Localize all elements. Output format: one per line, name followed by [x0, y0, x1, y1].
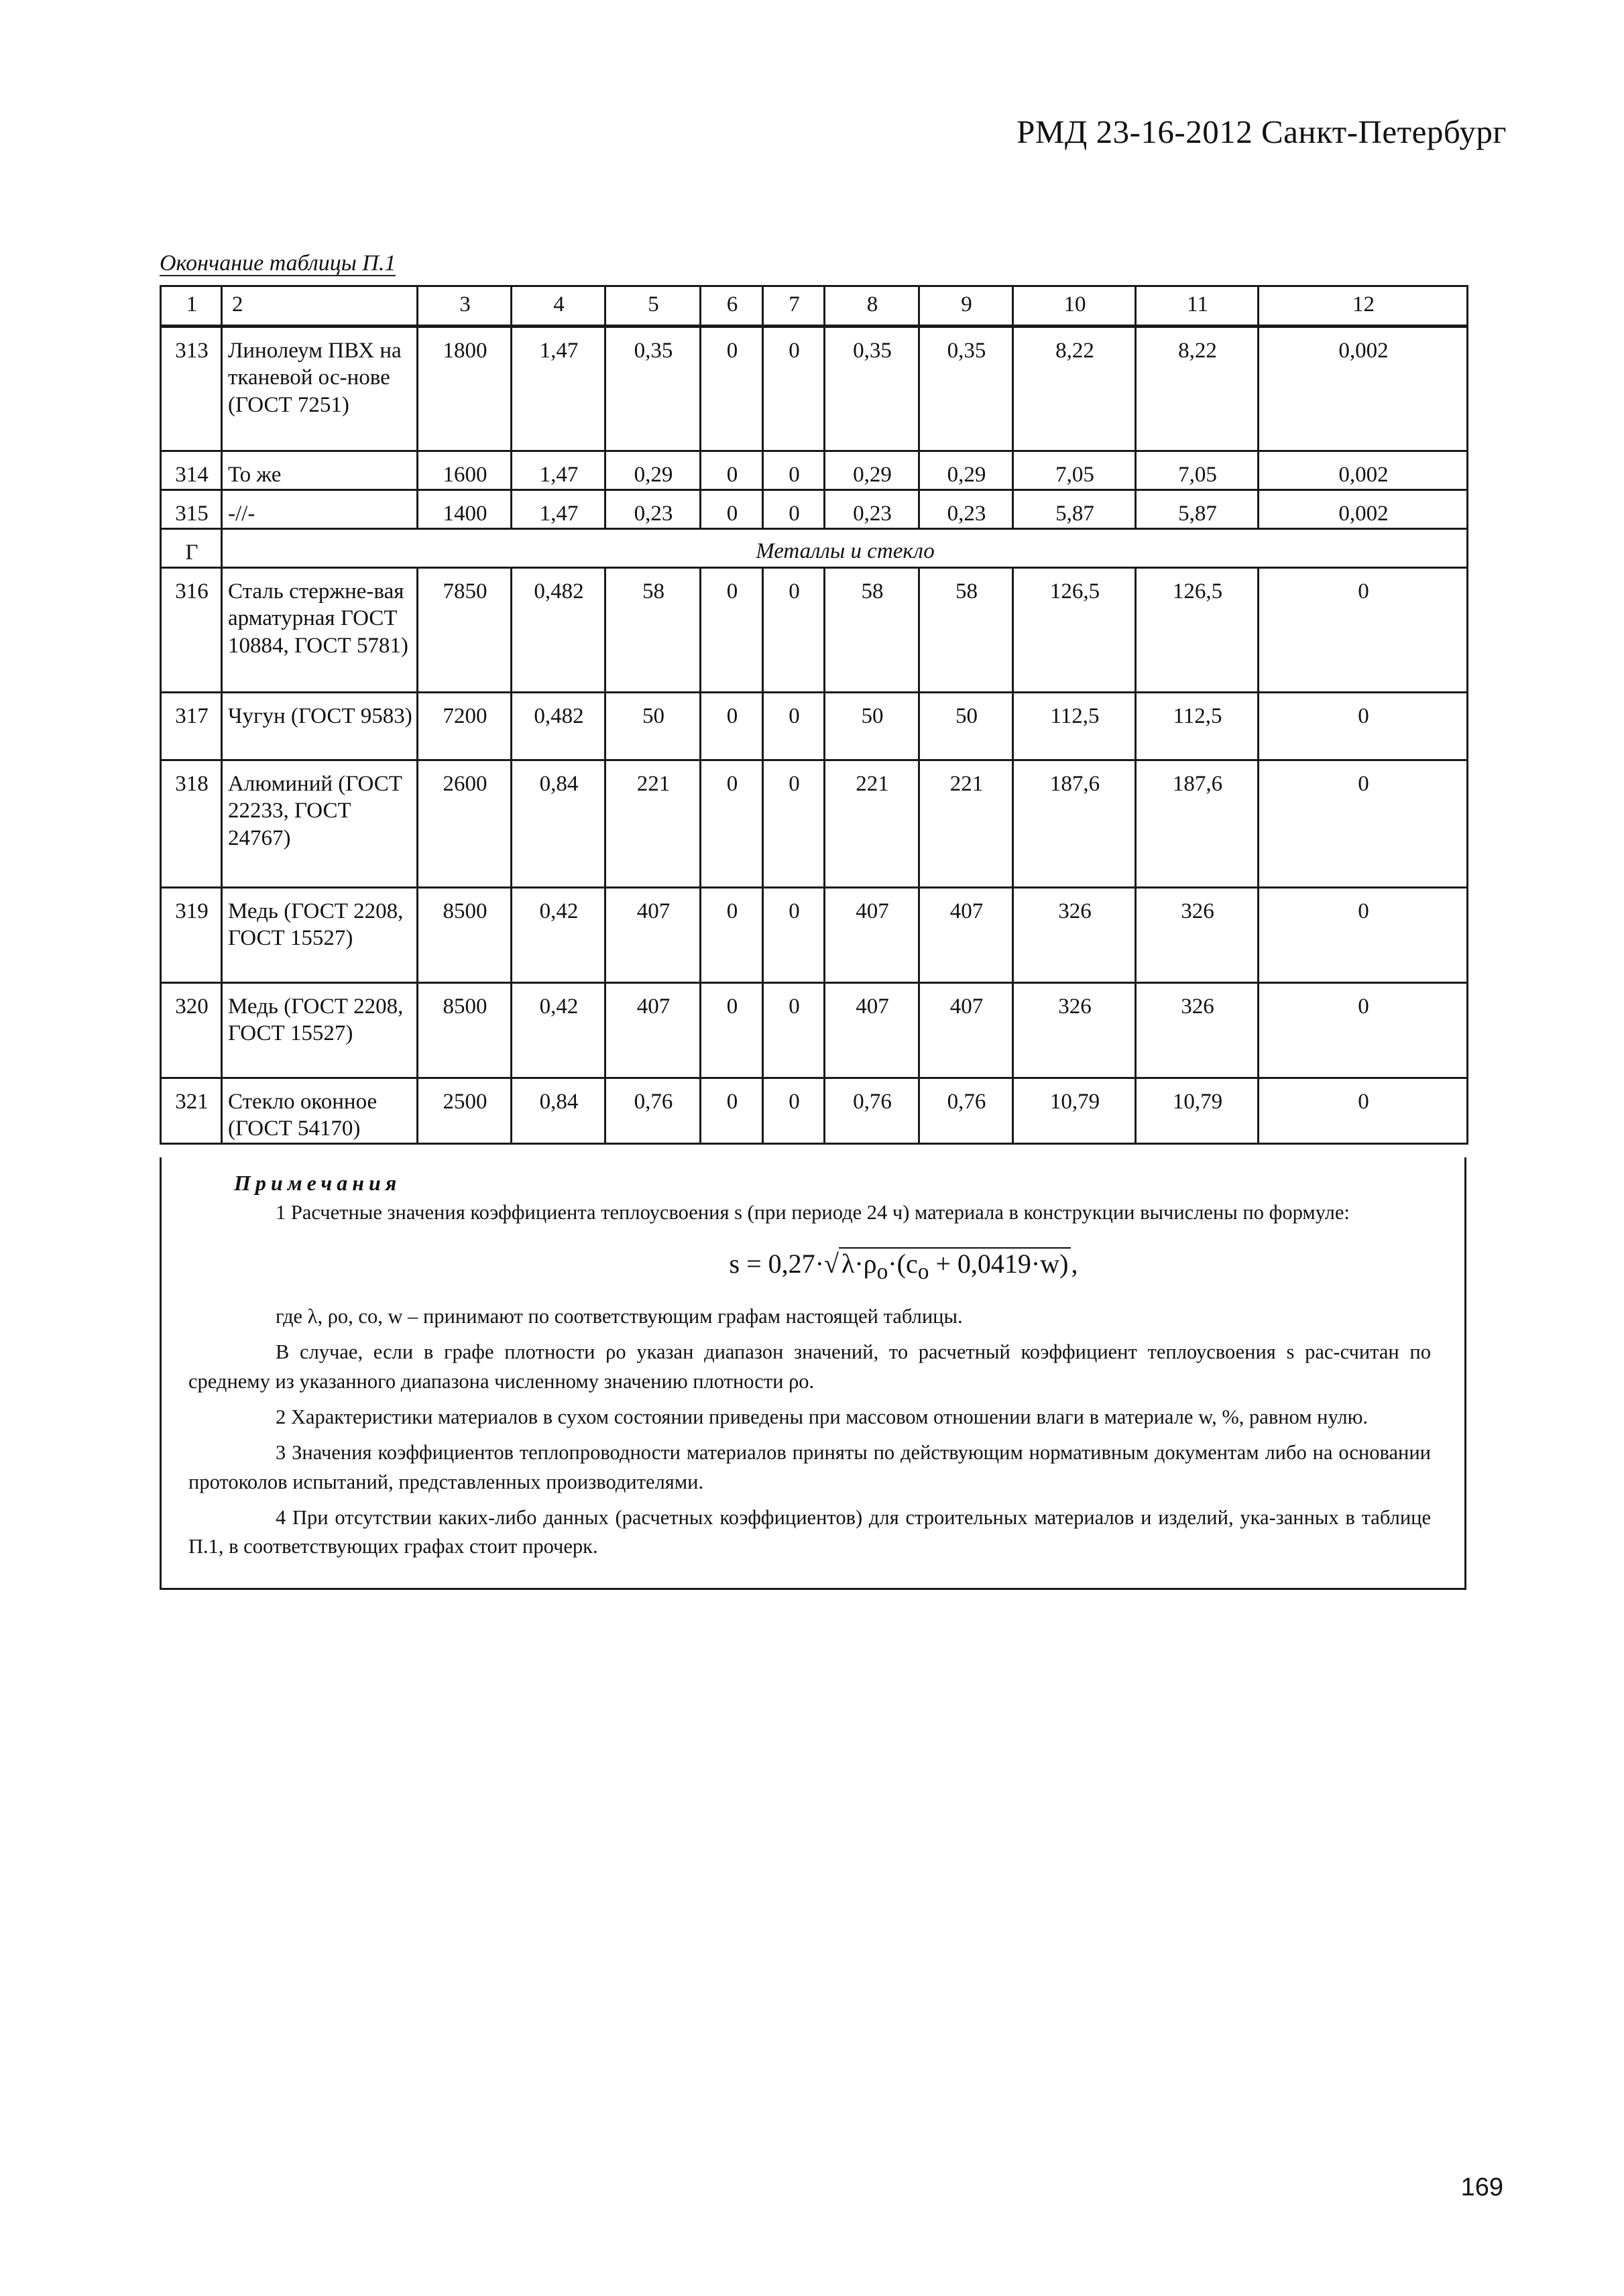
table-caption [160, 251, 396, 276]
cell: 10,79 [1013, 1078, 1136, 1144]
notes-section [160, 1157, 1466, 1590]
cell: 0,35 [825, 327, 919, 451]
document-header: РМД 23-16-2012 Санкт-Петербург [1017, 113, 1507, 150]
cell: 2600 [418, 760, 512, 888]
cell: 126,5 [1136, 568, 1259, 693]
table-row [161, 490, 1468, 529]
cell: 0 [1259, 983, 1468, 1078]
section-row [161, 529, 1468, 568]
cell: 0,482 [512, 568, 605, 693]
row-number: 320 [161, 983, 222, 1078]
cell: 0 [763, 568, 825, 693]
note-1: 1 Расчетные значения коэффициента теплоусвоения s (при периоде 24 ч) материала в конструкции вычислены по формуле: [276, 1201, 1350, 1224]
cell: 0 [763, 327, 825, 451]
cell: 8500 [418, 983, 512, 1078]
cell: 1600 [418, 451, 512, 490]
materials-table [160, 285, 1468, 1145]
cell: 8500 [418, 888, 512, 983]
cell: 0,76 [825, 1078, 919, 1144]
cell: 0,84 [512, 1078, 605, 1144]
row-number: 314 [161, 451, 222, 490]
cell: 407 [919, 888, 1013, 983]
material-name: Чугун (ГОСТ 9583) [222, 693, 418, 760]
column-header: 12 [1259, 286, 1468, 327]
column-header: 11 [1136, 286, 1259, 327]
formula-radicand [839, 1247, 1071, 1284]
column-header: 8 [825, 286, 919, 327]
column-header: 1 [161, 286, 222, 327]
caption-underline [160, 275, 396, 276]
cell: 407 [919, 983, 1013, 1078]
table-row [161, 983, 1468, 1078]
cell: 58 [825, 568, 919, 693]
row-number: 315 [161, 490, 222, 529]
heat-absorption-formula [376, 1245, 1431, 1287]
cell: 326 [1013, 983, 1136, 1078]
cell: 0,002 [1259, 327, 1468, 451]
note-1-range: В случае, если в графе плотности ρо указан диапазон значений, то расчетный коэффициент теплоусвоения s рас-считан по среднему из указанного диапазона численному значению плотности ρо. [188, 1340, 1431, 1393]
cell: 1400 [418, 490, 512, 529]
cell: 0 [763, 451, 825, 490]
cell: 0,76 [919, 1078, 1013, 1144]
sqrt-symbol: √ [823, 1248, 839, 1279]
cell: 0 [763, 490, 825, 529]
material-name: Сталь стержне-вая арматурная ГОСТ 10884, ГОСТ 5781) [222, 568, 418, 693]
cell: 8,22 [1013, 327, 1136, 451]
cell: 0 [701, 760, 763, 888]
cell: 58 [919, 568, 1013, 693]
table-row [161, 888, 1468, 983]
formula-end: , [1071, 1248, 1078, 1279]
table-row [161, 1078, 1468, 1144]
cell: 407 [605, 983, 701, 1078]
cell: 0 [1259, 568, 1468, 693]
cell: 0 [701, 888, 763, 983]
cell: 0 [701, 693, 763, 760]
cell: 0,002 [1259, 490, 1468, 529]
cell: 0,84 [512, 760, 605, 888]
material-name: Линолеум ПВХ на тканевой ос-нове (ГОСТ 7251) [222, 327, 418, 451]
row-number: 319 [161, 888, 222, 983]
formula-rad-text: λ·ρ [841, 1248, 877, 1279]
note-1-where: где λ, ρо, со, w – принимают по соответствующим графам настоящей таблицы. [276, 1305, 963, 1328]
cell: 0 [701, 327, 763, 451]
cell: 0 [1259, 760, 1468, 888]
cell: 0,002 [1259, 451, 1468, 490]
cell: 1,47 [512, 490, 605, 529]
cell: 0,23 [605, 490, 701, 529]
column-header: 6 [701, 286, 763, 327]
page-number: 169 [1460, 2173, 1503, 2201]
material-name: Стекло оконное (ГОСТ 54170) [222, 1078, 418, 1144]
cell: 0,29 [825, 451, 919, 490]
table-row [161, 760, 1468, 888]
cell: 8,22 [1136, 327, 1259, 451]
column-header: 3 [418, 286, 512, 327]
cell: 7850 [418, 568, 512, 693]
column-header: 5 [605, 286, 701, 327]
column-header: 2 [222, 286, 418, 327]
cell: 7200 [418, 693, 512, 760]
cell: 112,5 [1013, 693, 1136, 760]
table-row [161, 568, 1468, 693]
cell: 0,482 [512, 693, 605, 760]
cell: 221 [825, 760, 919, 888]
column-header: 9 [919, 286, 1013, 327]
cell: 0 [701, 568, 763, 693]
material-name: То же [222, 451, 418, 490]
cell: 0 [1259, 1078, 1468, 1144]
cell: 0,35 [919, 327, 1013, 451]
row-number: 316 [161, 568, 222, 693]
table-row [161, 451, 1468, 490]
column-header: 10 [1013, 286, 1136, 327]
material-name: -//- [222, 490, 418, 529]
cell: 1800 [418, 327, 512, 451]
table-caption-text: Окончание таблицы П.1 [160, 251, 396, 276]
material-name: Алюминий (ГОСТ 22233, ГОСТ 24767) [222, 760, 418, 888]
cell: 0,29 [919, 451, 1013, 490]
cell: 0,35 [605, 327, 701, 451]
row-number: 313 [161, 327, 222, 451]
cell: 7,05 [1136, 451, 1259, 490]
note-3: 3 Значения коэффициентов теплопроводности материалов приняты по действующим нормативным документам либо на основании протоколов испытаний, представленных производителями. [188, 1441, 1431, 1493]
material-name: Медь (ГОСТ 2208, ГОСТ 15527) [222, 983, 418, 1078]
cell: 187,6 [1013, 760, 1136, 888]
cell: 407 [825, 888, 919, 983]
cell: 0 [763, 1078, 825, 1144]
cell: 5,87 [1013, 490, 1136, 529]
note-2: 2 Характеристики материалов в сухом состоянии приведены при массовом отношении влаги в материале w, %, равном нулю. [276, 1405, 1369, 1428]
cell: 2500 [418, 1078, 512, 1144]
formula-tail: + 0,0419·w) [929, 1248, 1069, 1279]
cell: 58 [605, 568, 701, 693]
formula-c-sub: o [917, 1259, 929, 1284]
table-row [161, 693, 1468, 760]
column-header: 7 [763, 286, 825, 327]
cell: 50 [919, 693, 1013, 760]
cell: 50 [825, 693, 919, 760]
cell: 5,87 [1136, 490, 1259, 529]
table-row [161, 327, 1468, 451]
cell: 221 [605, 760, 701, 888]
cell: 112,5 [1136, 693, 1259, 760]
column-header: 4 [512, 286, 605, 327]
formula-rho-sub: o [876, 1259, 888, 1284]
cell: 0,23 [825, 490, 919, 529]
cell: 326 [1136, 983, 1259, 1078]
cell: 0,42 [512, 983, 605, 1078]
cell: 0,29 [605, 451, 701, 490]
row-number: 317 [161, 693, 222, 760]
cell: 0 [763, 888, 825, 983]
cell: 0 [701, 983, 763, 1078]
note-4: 4 При отсутствии каких-либо данных (расчетных коэффициентов) для строительных материалов и изделий, ука-занных в таблице П.1, в соответствующих графах стоит прочерк. [188, 1505, 1431, 1558]
section-letter: Г [161, 529, 222, 568]
cell: 0 [701, 1078, 763, 1144]
cell: 0,42 [512, 888, 605, 983]
cell: 0 [701, 490, 763, 529]
cell: 10,79 [1136, 1078, 1259, 1144]
section-title: Металлы и стекло [222, 529, 1468, 568]
cell: 0 [763, 983, 825, 1078]
notes-title: Примечания [234, 1171, 402, 1195]
cell: 187,6 [1136, 760, 1259, 888]
formula-paren: ·(c [888, 1248, 918, 1279]
cell: 0 [1259, 888, 1468, 983]
cell: 126,5 [1013, 568, 1136, 693]
cell: 1,47 [512, 327, 605, 451]
row-number: 321 [161, 1078, 222, 1144]
cell: 407 [605, 888, 701, 983]
cell: 326 [1136, 888, 1259, 983]
cell: 7,05 [1013, 451, 1136, 490]
cell: 221 [919, 760, 1013, 888]
row-number: 318 [161, 760, 222, 888]
header-row [161, 286, 1468, 327]
cell: 0,76 [605, 1078, 701, 1144]
cell: 0 [763, 760, 825, 888]
cell: 0 [763, 693, 825, 760]
cell: 326 [1013, 888, 1136, 983]
cell: 0,23 [919, 490, 1013, 529]
cell: 407 [825, 983, 919, 1078]
cell: 50 [605, 693, 701, 760]
cell: 0 [1259, 693, 1468, 760]
material-name: Медь (ГОСТ 2208, ГОСТ 15527) [222, 888, 418, 983]
formula-lhs: s = 0,27· [729, 1248, 824, 1279]
cell: 0 [701, 451, 763, 490]
cell: 1,47 [512, 451, 605, 490]
